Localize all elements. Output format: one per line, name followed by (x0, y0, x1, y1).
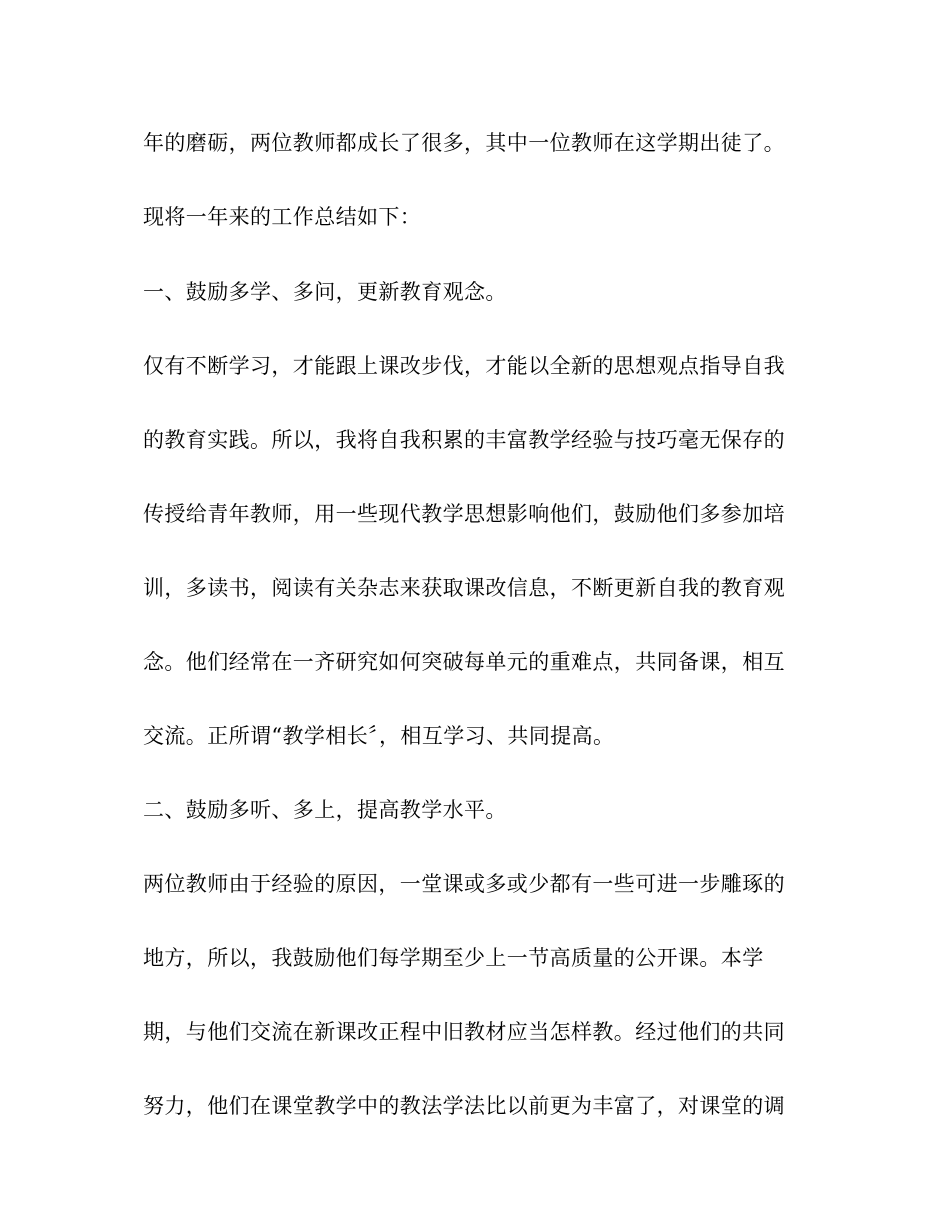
paragraph-line: 念。他们经常在一齐研究如何突破每单元的重难点，共同备课，相互 (143, 650, 785, 674)
paragraph-line: 期，与他们交流在新课改正程中旧教材应当怎样教。经过他们的共同 (143, 1020, 785, 1044)
paragraph-line: 交流。正所谓“教学相长〞，相互学习、共同提高。 (143, 724, 615, 748)
paragraph-line: 仅有不断学习，才能跟上课改步伐，才能以全新的思想观点指导自我 (143, 354, 785, 378)
paragraph-line: 年的磨砺，两位教师都成长了很多，其中一位教师在这学期出徒了。 (143, 131, 785, 155)
paragraph-line: 传授给青年教师，用一些现代教学思想影响他们，鼓励他们多参加培 (143, 502, 785, 526)
paragraph-line: 两位教师由于经验的原因，一堂课或多或少都有一些可进一步雕琢的 (143, 872, 785, 896)
section-heading: 一、鼓励多学、多问，更新教育观念。 (143, 280, 507, 304)
paragraph-line: 地方，所以，我鼓励他们每学期至少上一节高质量的公开课。本学 (143, 946, 764, 970)
paragraph-line: 努力，他们在课堂教学中的教法学法比以前更为丰富了，对课堂的调 (143, 1094, 785, 1118)
section-heading: 二、鼓励多听、多上，提高教学水平。 (143, 798, 507, 822)
paragraph-line: 现将一年来的工作总结如下： (143, 205, 422, 229)
paragraph-line: 的教育实践。所以，我将自我积累的丰富教学经验与技巧毫无保存的 (143, 428, 785, 452)
paragraph-line: 训，多读书，阅读有关杂志来获取课改信息，不断更新自我的教育观 (143, 576, 785, 600)
